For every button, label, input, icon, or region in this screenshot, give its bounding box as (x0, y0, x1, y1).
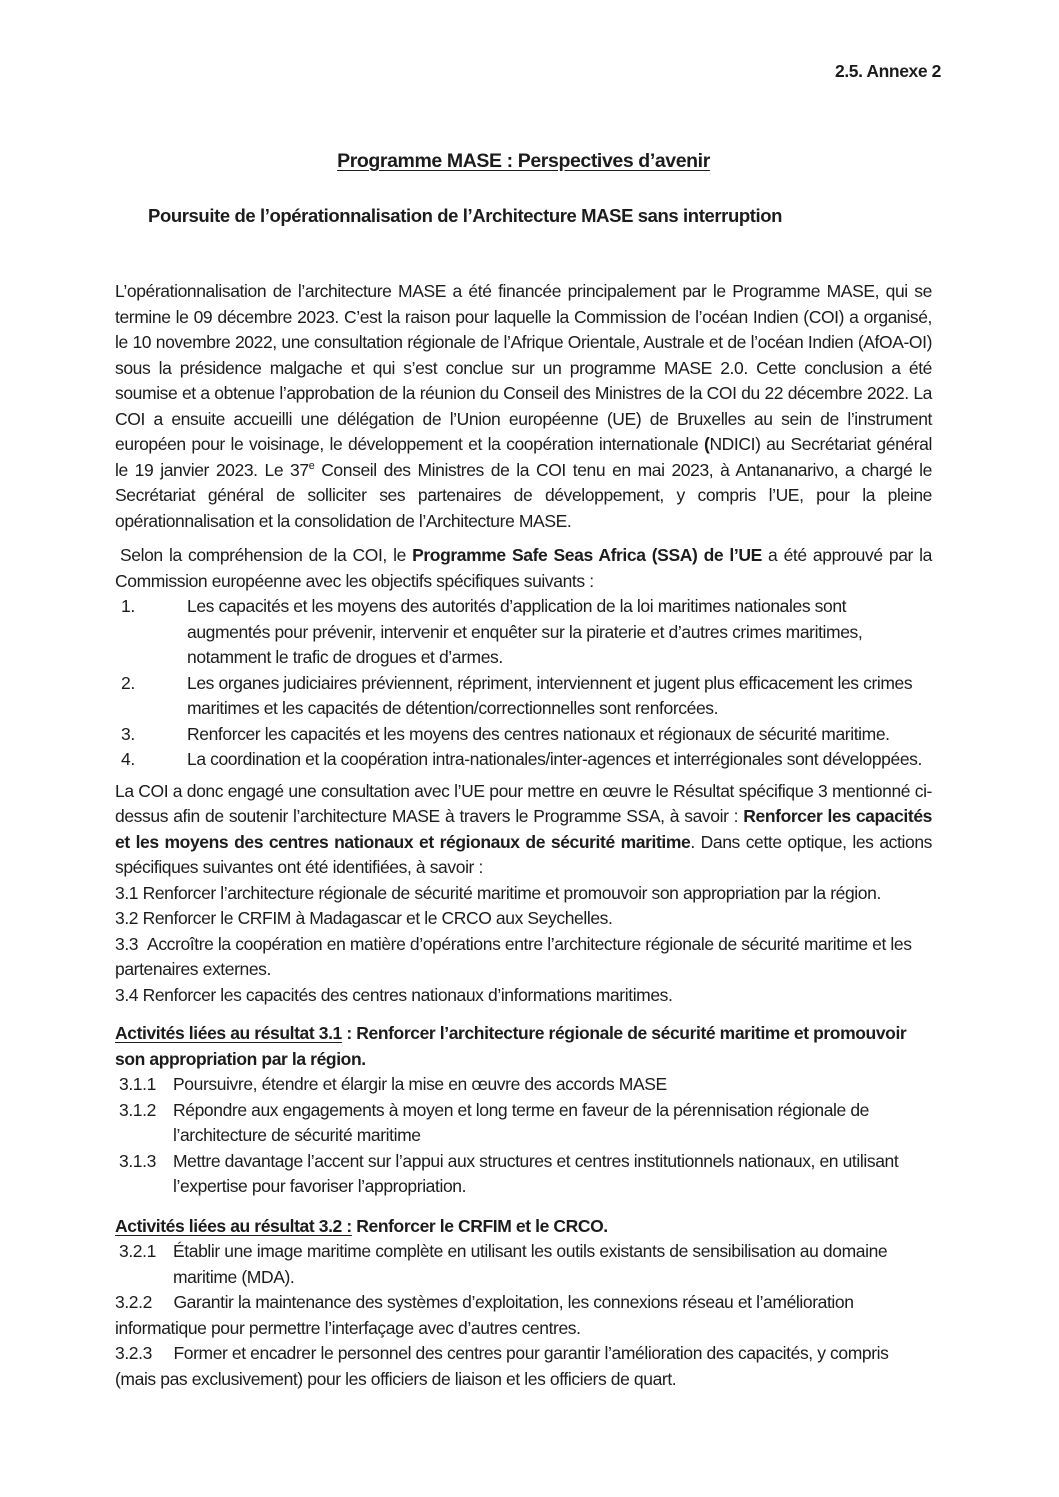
section-heading-result-3-2: Activités liées au résultat 3.2 : Renforcer le CRFIM et le CRCO. (115, 1215, 608, 1236)
activity-item (115, 1149, 932, 1200)
item-number: 3.2.1 (119, 1241, 156, 1261)
paragraph-ssa-objectives: Selon la compréhension de la COI, le Programme Safe Seas Africa (SSA) de l’UE a été approuvé par la Commission européenne avec les objectifs spécifiques suivants : (115, 545, 932, 591)
item-text: Poursuivre, étendre et élargir la mise en œuvre des accords MASE (173, 1074, 667, 1094)
section-heading-result-3-1: Activités liées au résultat 3.1 : Renforcer l’architecture régionale de sécurité maritime et promouvoir son appropriation par la région. (115, 1023, 907, 1069)
page-title: Programme MASE : Perspectives d’avenir (337, 150, 710, 172)
activities-3-2-list (115, 1239, 932, 1392)
activity-item (115, 1290, 932, 1341)
objective-item (115, 722, 932, 748)
item-number: 2. (121, 672, 135, 693)
annex-label: 2.5. Annexe 2 (834, 61, 941, 81)
item-number: 3.1.2 (119, 1099, 156, 1120)
activity-item (115, 1239, 932, 1290)
objectives-list (115, 594, 932, 773)
action-item (115, 906, 932, 932)
objective-item (115, 671, 932, 722)
activity-item (115, 1098, 932, 1149)
item-text: Établir une image maritime complète en utilisant les outils existants de sensibilisation au domaine maritime (MDA). (173, 1241, 888, 1287)
action-item (115, 881, 932, 907)
item-text: Renforcer les capacités et les moyens des centres nationaux et régionaux de sécurité maritime. (187, 723, 890, 744)
action-item (115, 983, 932, 1009)
item-number: 3. (121, 723, 135, 744)
item-text: Garantir la maintenance des systèmes d’exploitation, les connexions réseau et l’amélioration informatique pour permettre l’interfaçage avec d’autres centres. (115, 1292, 854, 1338)
item-number: 4. (121, 749, 135, 769)
paragraph-intro: L’opérationnalisation de l’architecture MASE a été financée principalement par le Programme MASE, qui se termine le 09 décembre 2023. C’est la raison pour laquelle la Commission de l’océan Indien (COI) a organisé, le 10 novembre 2022, une consultation régionale de l’Afrique Orientale, Australe et de l’océan Indien (AfOA-OI) sous la présidence malgache et qui s’est conclue sur un programme MASE 2.0. Cette conclusion a été soumise et a obtenue l’approbation de la réunion du Conseil des Ministres de la COI du 22 décembre 2022. La COI a ensuite accueilli une délégation de l’Union européenne (UE) de Bruxelles au sein de l’instrument européen pour le voisinage, le développement et la coopération internationale (NDICI) au Secrétariat général le 19 janvier 2023. Le 37e Conseil des Ministres de la COI tenu en mai 2023, à Antananarivo, a chargé le Secrétariat général de solliciter ses partenaires de développement, y compris l’UE, pour la pleine opérationnalisation et la consolidation de l’Architecture MASE. (115, 281, 933, 531)
item-text: Mettre davantage l’accent sur l’appui aux structures et centres institutionnels nationaux, en utilisant l’expertise pour favoriser l’appropriation. (173, 1150, 899, 1196)
item-text: La coordination et la coopération intra-nationales/inter-agences et interrégionales sont développées. (187, 749, 922, 769)
item-number: 1. (121, 596, 135, 616)
item-number: 3.1.3 (119, 1150, 156, 1171)
item-text: 3.1 Renforcer l’architecture régionale de sécurité maritime et promouvoir son appropriation par la région. (115, 882, 881, 903)
item-text: 3.2 Renforcer le CRFIM à Madagascar et le CRCO aux Seychelles. (115, 908, 613, 928)
actions-list (115, 881, 932, 1009)
doc-subtitle: Poursuite de l’opérationnalisation de l’Architecture MASE sans interruption (148, 205, 783, 226)
action-item (115, 932, 932, 983)
objective-item (115, 594, 932, 671)
item-text: Les capacités et les moyens des autorités d’application de la loi maritimes nationales sont augmentés pour prévenir, intervenir et enquêter sur la piraterie et d’autres crimes maritimes, notamment le trafic de drogues et d’armes. (187, 596, 863, 667)
paragraph-consultation: La COI a donc engagé une consultation avec l’UE pour mettre en œuvre le Résultat spécifique 3 mentionné ci-dessus afin de soutenir l’architecture MASE à travers le Programme SSA, à savoir : Renforcer les capacités et les moyens des centres nationaux et régionaux de sécurité maritime. Dans cette optique, les actions spécifiques suivantes ont été identifiées, à savoir : (115, 780, 932, 877)
activity-item (115, 1072, 932, 1098)
item-text: 3.3 Accroître la coopération en matière d’opérations entre l’architecture régionale de sécurité maritime et les partenaires externes. (115, 933, 912, 979)
item-text: Les organes judiciaires préviennent, répriment, interviennent et jugent plus efficacement les crimes maritimes et les capacités de détention/correctionnelles sont renforcées. (187, 672, 913, 718)
item-number: 3.2.2 (115, 1292, 152, 1312)
item-text: 3.4 Renforcer les capacités des centres nationaux d’informations maritimes. (115, 984, 673, 1005)
objective-item (115, 747, 932, 773)
item-text: Répondre aux engagements à moyen et long terme en faveur de la pérennisation régionale de l’architecture de sécurité maritime (173, 1099, 869, 1145)
item-number: 3.1.1 (119, 1074, 156, 1094)
item-number: 3.2.3 (115, 1343, 152, 1363)
item-text: Former et encadrer le personnel des centres pour garantir l’amélioration des capacités, y compris (mais pas exclusivement) pour les officiers de liaison et les officiers de quart. (115, 1343, 889, 1389)
activity-item (115, 1341, 932, 1392)
activities-3-1-list (115, 1072, 932, 1200)
